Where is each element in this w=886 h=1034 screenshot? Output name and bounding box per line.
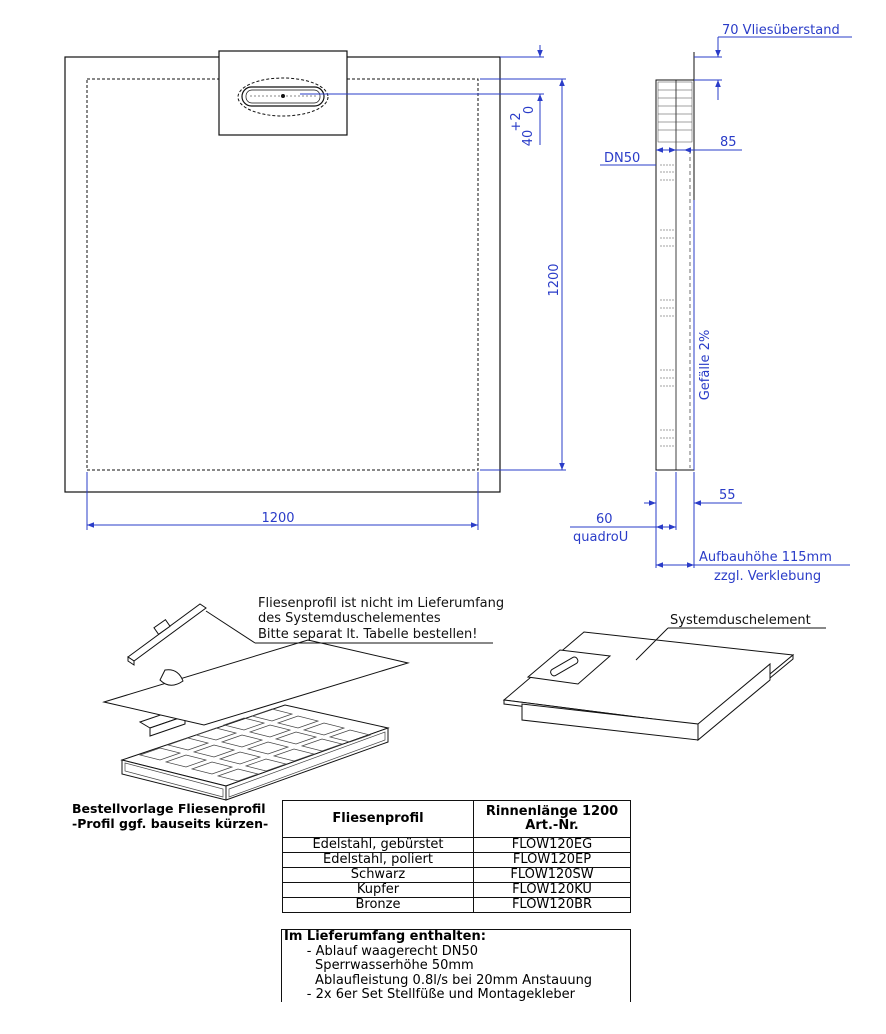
table-row — [283, 868, 631, 883]
article-number: FLOW120EG — [474, 838, 631, 853]
table-row — [283, 898, 631, 913]
d60-label: 60 — [596, 512, 613, 527]
profile-name: Kupfer — [283, 883, 474, 898]
order-table-header — [283, 801, 631, 838]
note-line3: Bitte separat lt. Tabelle bestellen! — [258, 627, 478, 642]
scope-item: - Ablauf waagerecht DN50 — [282, 943, 479, 959]
dn50-label: DN50 — [604, 151, 641, 166]
scope-of-delivery — [281, 929, 631, 1002]
order-table — [282, 800, 631, 913]
side-view — [570, 37, 852, 568]
d85-label: 85 — [720, 135, 737, 150]
offset-plus-label: +2 — [509, 112, 524, 132]
top-view — [65, 45, 566, 530]
aufbau-label: Aufbauhöhe 115mm — [699, 550, 832, 565]
table-row — [283, 853, 631, 868]
order-heading-line2: -Profil ggf. bauseits kürzen- — [72, 816, 269, 831]
article-number: FLOW120SW — [474, 868, 631, 883]
order-heading — [72, 801, 268, 831]
height-1200-label: 1200 — [547, 263, 562, 297]
scope-item: Sperrwasserhöhe 50mm — [282, 958, 474, 973]
system-label: Systemduschelement — [670, 613, 811, 628]
article-number: FLOW120EP — [474, 853, 631, 868]
offset-zero-label: 0 — [522, 105, 537, 115]
col-profile-header: Fliesenprofil — [283, 801, 474, 838]
table-row — [283, 838, 631, 853]
article-number: FLOW120BR — [474, 898, 631, 913]
col-art-header-line2: Art.-Nr. — [525, 818, 579, 833]
profile-name: Schwarz — [283, 868, 474, 883]
article-number: FLOW120KU — [474, 883, 631, 898]
fleece-outline — [87, 79, 478, 470]
vlies-label: 70 Vliesüberstand — [722, 23, 840, 38]
order-heading-line1: Bestellvorlage Fliesenprofil — [72, 801, 266, 816]
scope-item: - 2x 6er Set Stellfüße und Montagekleber — [282, 987, 575, 1002]
note-line1: Fliesenprofil ist nicht im Lieferumfang — [258, 596, 505, 611]
gefaelle-label: Gefälle 2% — [698, 329, 713, 401]
scope-title: Im Lieferumfang enthalten: — [284, 929, 486, 944]
profile-name: Edelstahl, poliert — [283, 853, 474, 868]
verklebung-label: zzgl. Verklebung — [714, 569, 822, 584]
quadro-label: quadroU — [573, 530, 629, 545]
col-art-header — [474, 801, 631, 838]
scope-item: Ablaufleistung 0.8l/s bei 20mm Anstauung — [282, 972, 593, 988]
note-line2: des Systemduschelementes — [258, 611, 441, 626]
table-row — [283, 883, 631, 898]
offset-40-label: 40 — [521, 129, 536, 147]
profile-name: Edelstahl, gebürstet — [283, 838, 474, 853]
d55-label: 55 — [719, 488, 736, 503]
width-1200-label: 1200 — [261, 511, 295, 526]
col-art-header-line1: Rinnenlänge 1200 — [485, 804, 619, 819]
profile-name: Bronze — [283, 898, 474, 913]
